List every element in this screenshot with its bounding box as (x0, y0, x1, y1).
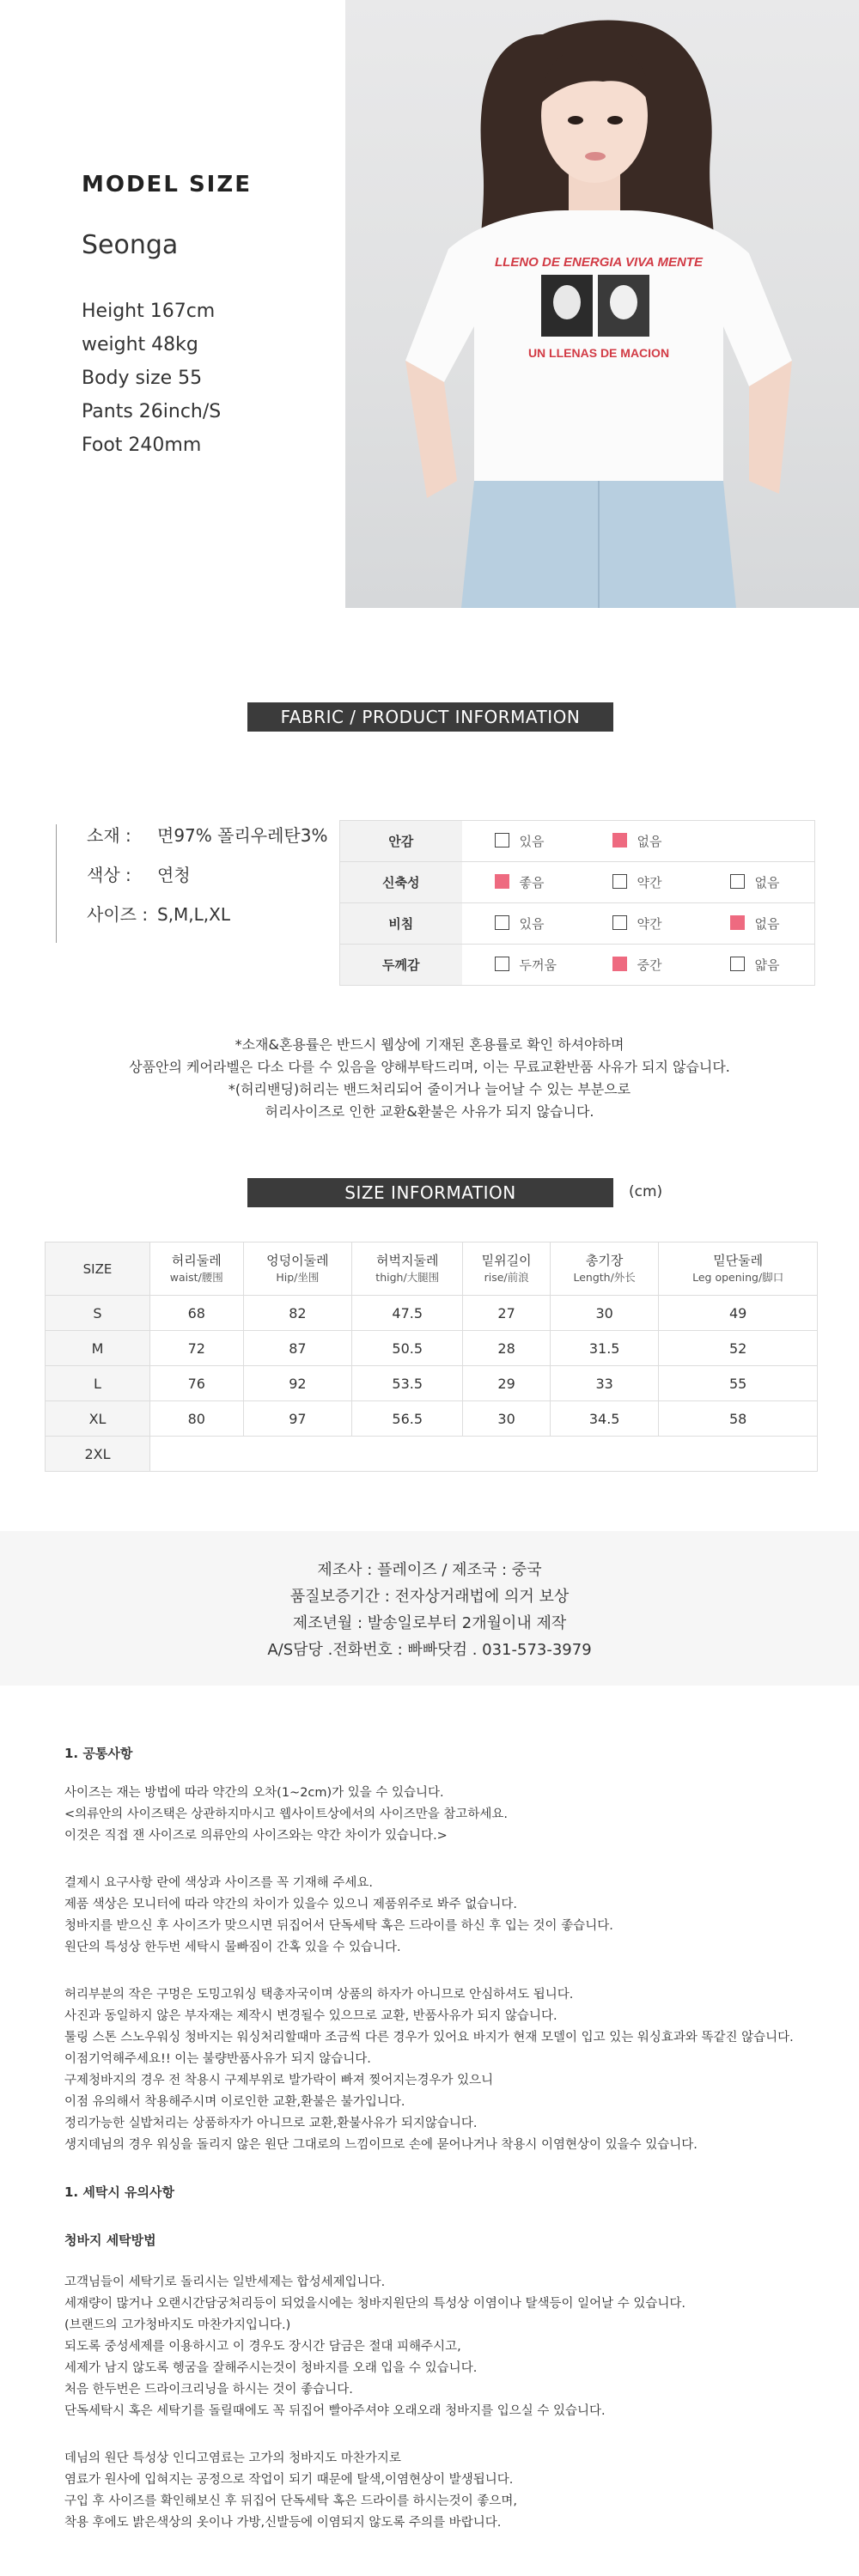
table-cell: 27 (463, 1296, 551, 1331)
table-row (46, 1331, 818, 1366)
table-cell: 68 (150, 1296, 244, 1331)
col-header-en: Hip/坐围 (276, 1270, 320, 1284)
fabric-note: *(허리밴딩)허리는 밴드처리되어 줄이거나 늘어날 수 있는 부분으로 (228, 1081, 631, 1097)
table-row (46, 1296, 818, 1331)
col-header-ko: SIZE (82, 1261, 113, 1277)
notice-line: 구입 후 사이즈를 확인해보신 후 뒤집어 단독세탁 혹은 드라이를 하시는것이 좋으며, (64, 2494, 517, 2508)
checkbox-icon (730, 957, 745, 971)
col-header-ko: 허벅지둘레 (376, 1252, 439, 1268)
table-cell: 33 (550, 1366, 658, 1401)
col-header-en: Leg opening/脚口 (692, 1270, 784, 1284)
checkbox-icon (495, 957, 509, 971)
notice-line: 세제가 남지 않도록 헹굼을 잘해주시는것이 청바지를 오래 입을 수 있습니다. (64, 2361, 478, 2375)
notice-subheading-jeans-washing: 청바지 세탁방법 (64, 2233, 156, 2248)
table-cell: XL (46, 1401, 150, 1437)
fabric-note: 상품안의 케어라벨은 다소 다를 수 있음을 양해부탁드리며, 이는 무료교환반품 사유가 되지 않습니다. (129, 1059, 730, 1075)
table-cell: 34.5 (550, 1401, 658, 1437)
checkbox-checked-icon (495, 874, 509, 889)
table-cell: 50.5 (352, 1331, 463, 1366)
option-label: 두꺼움 (519, 957, 557, 973)
notice-line: 이점 유의해서 착용해주시며 이로인한 교환,환불은 불가입니다. (64, 2095, 405, 2109)
option-label: 얇음 (754, 957, 780, 973)
model-pants-size: Pants 26inch/S (82, 401, 222, 422)
option-label: 없음 (637, 834, 662, 849)
option-label: 약간 (637, 875, 662, 890)
fabric-row-label: 두께감 (340, 945, 462, 986)
table-cell: 92 (243, 1366, 352, 1401)
fabric-row-stretch (340, 862, 815, 903)
col-header (243, 1242, 352, 1296)
col-header-ko: 밑단둘레 (713, 1252, 764, 1268)
table-cell: M (46, 1331, 150, 1366)
table-cell: 53.5 (352, 1366, 463, 1401)
col-header-en: thigh/大腿围 (375, 1270, 440, 1284)
fabric-option (698, 903, 815, 945)
manufacturer-info (0, 1531, 859, 1686)
spec-color-key: 색상 : (87, 865, 131, 885)
model-foot-size: Foot 240mm (82, 434, 202, 456)
fabric-row-label: 신축성 (340, 862, 462, 903)
fabric-option (462, 821, 580, 862)
table-cell: 58 (659, 1401, 818, 1437)
notice-line: 청바지를 받으신 후 사이즈가 맞으시면 뒤집어서 단독세탁 혹은 드라이를 하신 후 입는 것이 좋습니다. (64, 1919, 613, 1933)
checkbox-icon (495, 915, 509, 930)
notice-line: 사진과 동일하지 않은 부자재는 제작시 변경될수 있으므로 교환, 반품사유가 되지 않습니다. (64, 2009, 557, 2023)
fabric-note: 허리사이즈로 인한 교환&환불은 사유가 되지 않습니다. (265, 1103, 594, 1120)
fabric-notes (0, 1034, 859, 1123)
col-header (150, 1242, 244, 1296)
table-cell: 52 (659, 1331, 818, 1366)
size-unit: (cm) (629, 1183, 663, 1200)
notice-line: 착용 후에도 밝은색상의 옷이나 가방,신발등에 이염되지 않도록 주의를 바랍니다. (64, 2516, 502, 2530)
checkbox-icon (612, 874, 627, 889)
fabric-row-sheerness (340, 903, 815, 945)
size-table-header (46, 1242, 818, 1296)
checkbox-checked-icon (730, 915, 745, 930)
notice-line: 이것은 직접 잰 사이즈로 의류안의 사이즈와는 약간 차이가 있습니다.> (64, 1829, 448, 1843)
model-body-size: Body size 55 (82, 368, 203, 389)
notice-line: 이점기억해주세요!! 이는 불량반품사유가 되지 않습니다. (64, 2052, 371, 2066)
model-height: Height 167cm (82, 301, 216, 322)
model-info (82, 172, 365, 462)
table-cell: 80 (150, 1401, 244, 1437)
table-cell: L (46, 1366, 150, 1401)
fabric-row-label: 안감 (340, 821, 462, 862)
spec-material-key: 소재 : (87, 825, 131, 846)
fabric-row-lining (340, 821, 815, 862)
notice-line: 고객님들이 세탁기로 돌리시는 일반세제는 합성세제입니다. (64, 2275, 386, 2289)
fabric-row-label: 비침 (340, 903, 462, 945)
model-photo-illustration (345, 0, 859, 608)
table-cell-empty (150, 1437, 818, 1472)
col-header (550, 1242, 658, 1296)
notice-line: 구제청바지의 경우 전 착용시 구제부위로 발가락이 빠져 찢어지는경우가 있으니 (64, 2074, 494, 2087)
notice-line: 결제시 요구사항 란에 색상과 사이즈를 꼭 기재해 주세요. (64, 1876, 374, 1890)
model-name: Seonga (82, 230, 179, 260)
fabric-option (580, 903, 698, 945)
table-row (46, 1401, 818, 1437)
fabric-spec (56, 824, 327, 943)
as-contact-line: A/S담당 .전화번호 : 빠빠닷컴 . 031-573-3979 (267, 1641, 592, 1659)
spec-size-key: 사이즈 : (87, 904, 149, 925)
option-label: 있음 (519, 834, 545, 849)
notice-heading-common: 1. 공통사항 (64, 1746, 133, 1761)
notice-line: 생지데님의 경우 워싱을 돌리지 않은 원단 그대로의 느낌이므로 손에 묻어나거나 착용시 이염현상이 있을수 있습니다. (64, 2138, 698, 2152)
table-cell: 82 (243, 1296, 352, 1331)
notice-line: 원단의 특성상 한두번 세탁시 물빠짐이 간혹 있을 수 있습니다. (64, 1941, 401, 1954)
model-photo (345, 0, 859, 608)
table-cell: 47.5 (352, 1296, 463, 1331)
table-cell: 49 (659, 1296, 818, 1331)
notice-line: 염료가 원사에 입혀지는 공정으로 작업이 되기 때문에 탈색,이염현상이 발생됩니다. (64, 2473, 514, 2487)
notice-line: 툴링 스톤 스노우워싱 청바지는 워싱처리할때마 조금씩 다른 경우가 있어요 바지가 현재 모델이 입고 있는 워싱효과와 똑같진 않습니다. (64, 2031, 794, 2044)
option-label: 좋음 (519, 875, 545, 890)
col-header (659, 1242, 818, 1296)
table-cell: 2XL (46, 1437, 150, 1472)
table-cell: S (46, 1296, 150, 1331)
checkbox-icon (612, 915, 627, 930)
notice-line: 되도록 중성세제를 이용하시고 이 경우도 장시간 담금은 절대 피해주시고, (64, 2340, 461, 2354)
fabric-property-table (339, 820, 815, 986)
option-label: 없음 (754, 875, 780, 890)
manufacturer-line: 제조사 : 플레이즈 / 제조국 : 중국 (317, 1561, 542, 1579)
table-cell: 76 (150, 1366, 244, 1401)
fabric-note: *소재&혼용률은 반드시 웹상에 기재된 혼용률로 확인 하셔야하며 (235, 1036, 624, 1053)
checkbox-icon (495, 833, 509, 848)
manufacture-date-line: 제조년월 : 발송일로부터 2개월이내 제작 (292, 1614, 567, 1632)
notice-section (64, 1743, 829, 2534)
col-header-ko: 밑위길이 (481, 1252, 532, 1268)
col-header-ko: 총기장 (585, 1252, 624, 1268)
fabric-option (580, 821, 698, 862)
size-table (45, 1242, 818, 1472)
notice-line: 처음 한두번은 드라이크리닝을 하시는 것이 좋습니다. (64, 2383, 353, 2397)
fabric-option (580, 945, 698, 986)
col-header (46, 1242, 150, 1296)
notice-line: 사이즈는 재는 방법에 따라 약간의 오차(1~2cm)가 있을 수 있습니다. (64, 1786, 444, 1800)
option-label: 있음 (519, 916, 545, 932)
checkbox-checked-icon (612, 833, 627, 848)
tshirt-print-bottom: UN LLENAS DE MACION (527, 346, 670, 360)
notice-line: <의류안의 사이즈택은 상관하지마시고 웹사이트상에서의 사이즈만을 참고하세요. (64, 1807, 509, 1821)
fabric-option (580, 862, 698, 903)
fabric-option (462, 903, 580, 945)
spec-material (87, 824, 327, 848)
table-cell: 97 (243, 1401, 352, 1437)
model-weight: weight 48kg (82, 334, 198, 355)
size-info-header: SIZE INFORMATION (247, 1178, 613, 1207)
fabric-row-thickness (340, 945, 815, 986)
col-header-ko: 허리둘레 (171, 1252, 222, 1268)
notice-line: 데님의 원단 특성상 인디고염료는 고가의 청바지도 마찬가지로 (64, 2451, 401, 2465)
notice-line: 허리부분의 작은 구멍은 도밍고워싱 택총자국이며 상품의 하자가 아니므로 안심하셔도 됩니다. (64, 1988, 574, 2002)
table-row (46, 1437, 818, 1472)
tshirt-print-top: LLENO DE ENERGIA VIVA MENTE (495, 255, 703, 270)
spec-color (87, 864, 327, 887)
col-header-en: Length/外长 (573, 1270, 636, 1284)
option-label: 없음 (754, 916, 780, 932)
notice-line: 제품 색상은 모니터에 따라 약간의 차이가 있을수 있으니 제품위주로 봐주 없습니다. (64, 1898, 517, 1911)
col-header-en: waist/腰围 (169, 1270, 223, 1284)
option-label: 중간 (637, 957, 662, 973)
fabric-option (462, 862, 580, 903)
spec-size-value: S,M,L,XL (157, 904, 231, 925)
model-size-title: MODEL SIZE (82, 172, 252, 197)
fabric-option (462, 945, 580, 986)
table-cell: 28 (463, 1331, 551, 1366)
col-header-en: rise/前浪 (484, 1270, 529, 1284)
spec-size (87, 903, 327, 927)
col-header-ko: 엉덩이둘레 (266, 1252, 329, 1268)
checkbox-checked-icon (612, 957, 627, 971)
table-cell: 30 (550, 1296, 658, 1331)
checkbox-icon (730, 874, 745, 889)
notice-line: (브랜드의 고가청바지도 마찬가지입니다.) (64, 2318, 291, 2332)
table-cell: 87 (243, 1331, 352, 1366)
notice-line: 단독세탁시 혹은 세탁기를 돌릴때에도 꼭 뒤집어 빨아주셔야 오래오래 청바지를 입으실 수 있습니다. (64, 2404, 606, 2418)
warranty-line: 품질보증기간 : 전자상거래법에 의거 보상 (289, 1588, 570, 1606)
spec-color-value: 연청 (157, 865, 191, 885)
table-cell: 72 (150, 1331, 244, 1366)
fabric-info-header: FABRIC / PRODUCT INFORMATION (247, 702, 613, 732)
model-stats (82, 295, 365, 462)
spec-material-value: 면97% 폴리우레탄3% (157, 825, 328, 846)
notice-line: 세재량이 많거나 오랜시간담궁처리등이 되었을시에는 청바지원단의 특성상 이염이나 탈색등이 일어날 수 있습니다. (64, 2297, 686, 2311)
model-size-section (0, 0, 859, 608)
notice-heading-washing: 1. 세탁시 유의사항 (64, 2184, 175, 2200)
fabric-option-empty (698, 821, 815, 862)
table-cell: 55 (659, 1366, 818, 1401)
table-cell: 30 (463, 1401, 551, 1437)
table-cell: 29 (463, 1366, 551, 1401)
option-label: 약간 (637, 916, 662, 932)
notice-line: 정리가능한 실밥처리는 상품하자가 아니므로 교환,환불사유가 되지않습니다. (64, 2117, 478, 2130)
table-cell: 31.5 (550, 1331, 658, 1366)
table-cell: 56.5 (352, 1401, 463, 1437)
col-header (463, 1242, 551, 1296)
col-header (352, 1242, 463, 1296)
fabric-option (698, 945, 815, 986)
table-row (46, 1366, 818, 1401)
fabric-option (698, 862, 815, 903)
